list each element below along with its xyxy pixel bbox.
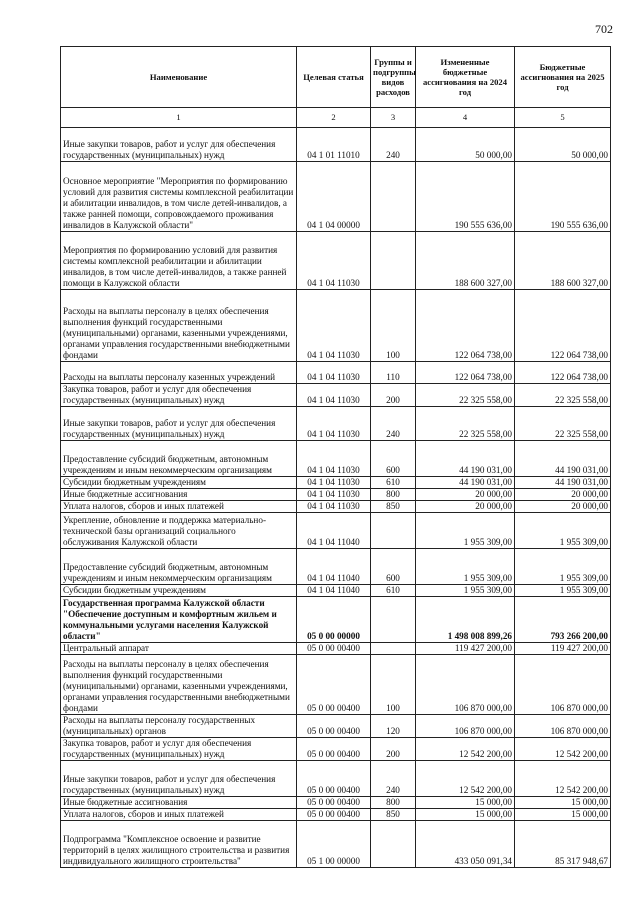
row-value-2025: 106 870 000,00 xyxy=(515,655,611,715)
row-name: Субсидии бюджетным учреждениям xyxy=(61,585,297,597)
row-group-code xyxy=(371,162,416,232)
row-group-code: 800 xyxy=(371,489,416,501)
row-name: Иные бюджетные ассигнования xyxy=(61,797,297,809)
row-value-2025: 44 190 031,00 xyxy=(515,477,611,489)
row-value-2025: 85 317 948,67 xyxy=(515,821,611,868)
row-value-2024: 188 600 327,00 xyxy=(416,232,515,290)
budget-table xyxy=(60,46,611,868)
table-row xyxy=(61,384,611,407)
row-target-code: 05 0 00 00400 xyxy=(297,809,371,821)
header-changed-2024: Измененные бюджетные ассигнования на 2024 год xyxy=(416,47,515,108)
row-target-code: 05 0 00 00000 xyxy=(297,597,371,643)
row-name: Государственная программа Калужской области "Обеспечение доступным и комфортным жильем и коммунальными услугами населения Калужской области" xyxy=(61,597,297,643)
table-row xyxy=(61,362,611,384)
row-name: Субсидии бюджетным учреждениям xyxy=(61,477,297,489)
table-row xyxy=(61,643,611,655)
table-row xyxy=(61,477,611,489)
row-target-code: 04 1 04 11030 xyxy=(297,477,371,489)
row-value-2025: 793 266 200,00 xyxy=(515,597,611,643)
row-group-code: 110 xyxy=(371,362,416,384)
row-value-2024: 433 050 091,34 xyxy=(416,821,515,868)
row-target-code: 04 1 04 00000 xyxy=(297,162,371,232)
row-name: Иные бюджетные ассигнования xyxy=(61,489,297,501)
row-name: Укрепление, обновление и поддержка материально-технической базы организаций социального обслуживания Калужской области xyxy=(61,513,297,549)
table-row xyxy=(61,797,611,809)
row-value-2024: 15 000,00 xyxy=(416,797,515,809)
table-body xyxy=(61,128,611,868)
row-name: Иные закупки товаров, работ и услуг для обеспечения государственных (муниципальных) нужд xyxy=(61,407,297,441)
row-target-code: 04 1 04 11030 xyxy=(297,290,371,362)
table-row xyxy=(61,715,611,738)
row-value-2024: 106 870 000,00 xyxy=(416,655,515,715)
row-group-code: 800 xyxy=(371,797,416,809)
row-value-2025: 12 542 200,00 xyxy=(515,761,611,797)
row-group-code: 240 xyxy=(371,761,416,797)
row-value-2025: 22 325 558,00 xyxy=(515,384,611,407)
row-name: Подпрограмма "Комплексное освоение и развитие территорий в целях жилищного строительства и развития индивидуального жилищного строительства" xyxy=(61,821,297,868)
row-value-2025: 50 000,00 xyxy=(515,128,611,162)
table-row xyxy=(61,821,611,868)
row-name: Предоставление субсидий бюджетным, автономным учреждениям и иным некоммерческим организациям xyxy=(61,549,297,585)
row-group-code: 100 xyxy=(371,290,416,362)
row-value-2024: 50 000,00 xyxy=(416,128,515,162)
row-target-code: 05 1 00 00000 xyxy=(297,821,371,868)
table-row xyxy=(61,655,611,715)
table-row xyxy=(61,761,611,797)
row-value-2024: 15 000,00 xyxy=(416,809,515,821)
row-value-2024: 119 427 200,00 xyxy=(416,643,515,655)
row-target-code: 04 1 01 11010 xyxy=(297,128,371,162)
row-value-2024: 44 190 031,00 xyxy=(416,477,515,489)
row-target-code: 05 0 00 00400 xyxy=(297,761,371,797)
header-target: Целевая статья xyxy=(297,47,371,108)
row-value-2024: 22 325 558,00 xyxy=(416,407,515,441)
row-group-code xyxy=(371,821,416,868)
row-group-code: 600 xyxy=(371,549,416,585)
row-group-code: 850 xyxy=(371,501,416,513)
row-value-2025: 12 542 200,00 xyxy=(515,738,611,761)
row-value-2025: 122 064 738,00 xyxy=(515,290,611,362)
table-row xyxy=(61,549,611,585)
row-group-code: 850 xyxy=(371,809,416,821)
row-target-code: 04 1 04 11030 xyxy=(297,384,371,407)
row-target-code: 04 1 04 11040 xyxy=(297,549,371,585)
row-group-code: 610 xyxy=(371,477,416,489)
row-group-code: 610 xyxy=(371,585,416,597)
page-number: 702 xyxy=(595,22,613,36)
row-group-code xyxy=(371,643,416,655)
row-value-2025: 20 000,00 xyxy=(515,501,611,513)
row-name: Уплата налогов, сборов и иных платежей xyxy=(61,809,297,821)
row-value-2025: 44 190 031,00 xyxy=(515,441,611,477)
header-budget-2025: Бюджетные ассигнования на 2025 год xyxy=(515,47,611,108)
table-row xyxy=(61,597,611,643)
column-number: 2 xyxy=(297,108,371,128)
row-value-2024: 106 870 000,00 xyxy=(416,715,515,738)
table-row xyxy=(61,501,611,513)
column-number: 4 xyxy=(416,108,515,128)
row-name: Закупка товаров, работ и услуг для обеспечения государственных (муниципальных) нужд xyxy=(61,384,297,407)
row-name: Закупка товаров, работ и услуг для обеспечения государственных (муниципальных) нужд xyxy=(61,738,297,761)
row-name: Предоставление субсидий бюджетным, автономным учреждениям и иным некоммерческим организациям xyxy=(61,441,297,477)
row-group-code xyxy=(371,597,416,643)
row-group-code: 200 xyxy=(371,384,416,407)
table-row xyxy=(61,738,611,761)
row-value-2025: 119 427 200,00 xyxy=(515,643,611,655)
row-group-code xyxy=(371,513,416,549)
column-number: 3 xyxy=(371,108,416,128)
header-name: Наименование xyxy=(61,47,297,108)
table-row xyxy=(61,585,611,597)
row-group-code: 240 xyxy=(371,128,416,162)
row-value-2024: 20 000,00 xyxy=(416,501,515,513)
table-row xyxy=(61,809,611,821)
table-row xyxy=(61,232,611,290)
row-value-2024: 1 955 309,00 xyxy=(416,549,515,585)
row-value-2025: 20 000,00 xyxy=(515,489,611,501)
row-target-code: 04 1 04 11030 xyxy=(297,501,371,513)
table-row xyxy=(61,128,611,162)
row-target-code: 04 1 04 11030 xyxy=(297,489,371,501)
row-value-2024: 1 955 309,00 xyxy=(416,513,515,549)
row-name: Расходы на выплаты персоналу государственных (муниципальных) органов xyxy=(61,715,297,738)
table-row xyxy=(61,407,611,441)
row-name: Расходы на выплаты персоналу казенных учреждений xyxy=(61,362,297,384)
row-name: Иные закупки товаров, работ и услуг для обеспечения государственных (муниципальных) нужд xyxy=(61,128,297,162)
row-target-code: 05 0 00 00400 xyxy=(297,738,371,761)
row-group-code: 200 xyxy=(371,738,416,761)
header-group: Группы и подгруппы видов расходов xyxy=(371,47,416,108)
table-row xyxy=(61,290,611,362)
row-target-code: 04 1 04 11040 xyxy=(297,585,371,597)
row-value-2025: 190 555 636,00 xyxy=(515,162,611,232)
row-name: Уплата налогов, сборов и иных платежей xyxy=(61,501,297,513)
table-row xyxy=(61,513,611,549)
row-target-code: 04 1 04 11040 xyxy=(297,513,371,549)
row-value-2025: 22 325 558,00 xyxy=(515,407,611,441)
row-value-2025: 188 600 327,00 xyxy=(515,232,611,290)
row-name: Расходы на выплаты персоналу в целях обеспечения выполнения функций государственными (муниципальными) органами, казенными учреждениями, органами управления государственными внебюджетными фондами xyxy=(61,290,297,362)
row-value-2025: 122 064 738,00 xyxy=(515,362,611,384)
row-group-code: 100 xyxy=(371,655,416,715)
row-value-2024: 1 498 008 899,26 xyxy=(416,597,515,643)
row-name: Мероприятия по формированию условий для развития системы комплексной реабилитации и абилитации инвалидов, в том числе детей-инвалидов, а также ранней помощи в Калужской области xyxy=(61,232,297,290)
table-row xyxy=(61,441,611,477)
row-value-2024: 20 000,00 xyxy=(416,489,515,501)
row-target-code: 05 0 00 00400 xyxy=(297,643,371,655)
row-value-2025: 1 955 309,00 xyxy=(515,585,611,597)
table-header-row xyxy=(61,47,611,108)
row-target-code: 04 1 04 11030 xyxy=(297,232,371,290)
row-value-2025: 106 870 000,00 xyxy=(515,715,611,738)
row-value-2024: 122 064 738,00 xyxy=(416,290,515,362)
row-group-code: 120 xyxy=(371,715,416,738)
row-value-2024: 12 542 200,00 xyxy=(416,738,515,761)
row-target-code: 04 1 04 11030 xyxy=(297,441,371,477)
column-number: 1 xyxy=(61,108,297,128)
row-target-code: 05 0 00 00400 xyxy=(297,797,371,809)
row-value-2024: 122 064 738,00 xyxy=(416,362,515,384)
row-value-2024: 12 542 200,00 xyxy=(416,761,515,797)
row-group-code: 600 xyxy=(371,441,416,477)
row-target-code: 04 1 04 11030 xyxy=(297,407,371,441)
row-value-2025: 1 955 309,00 xyxy=(515,513,611,549)
row-value-2025: 1 955 309,00 xyxy=(515,549,611,585)
row-value-2024: 22 325 558,00 xyxy=(416,384,515,407)
table-row xyxy=(61,489,611,501)
row-name: Основное мероприятие "Мероприятия по формированию условий для развития системы комплексной реабилитации и абилитации инвалидов, в том числе детей-инвалидов, а также ранней помощи, сопровождаемого проживания инвалидов в Калужской области" xyxy=(61,162,297,232)
row-group-code xyxy=(371,232,416,290)
column-number-row xyxy=(61,108,611,128)
row-value-2024: 190 555 636,00 xyxy=(416,162,515,232)
row-group-code: 240 xyxy=(371,407,416,441)
column-number: 5 xyxy=(515,108,611,128)
row-value-2025: 15 000,00 xyxy=(515,797,611,809)
row-target-code: 05 0 00 00400 xyxy=(297,655,371,715)
row-value-2024: 44 190 031,00 xyxy=(416,441,515,477)
row-name: Расходы на выплаты персоналу в целях обеспечения выполнения функций государственными (муниципальными) органами, казенными учреждениями, органами управления государственными внебюджетными фондами xyxy=(61,655,297,715)
row-value-2024: 1 955 309,00 xyxy=(416,585,515,597)
table-row xyxy=(61,162,611,232)
row-name: Иные закупки товаров, работ и услуг для обеспечения государственных (муниципальных) нужд xyxy=(61,761,297,797)
row-value-2025: 15 000,00 xyxy=(515,809,611,821)
row-target-code: 05 0 00 00400 xyxy=(297,715,371,738)
row-name: Центральный аппарат xyxy=(61,643,297,655)
row-target-code: 04 1 04 11030 xyxy=(297,362,371,384)
